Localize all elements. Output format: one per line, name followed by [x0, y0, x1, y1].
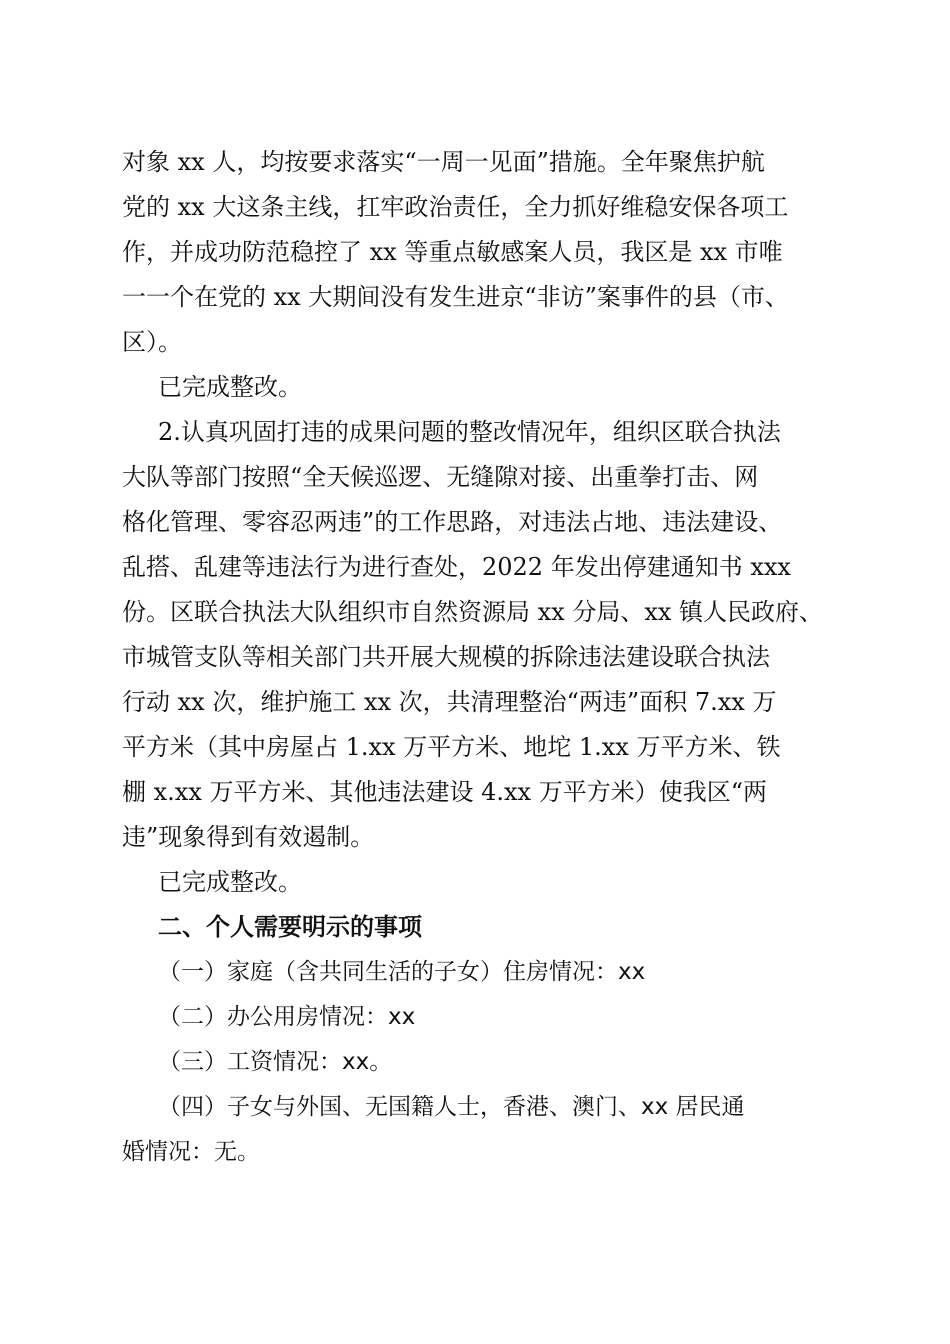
para1-line-5: 区）。	[122, 328, 182, 356]
item-1: （一）家庭（含共同生活的子女）住房情况：xx	[158, 959, 646, 985]
para2-line-1: 2.认真巩固打违的成果问题的整改情况年，组织区联合执法	[158, 418, 781, 446]
section-heading: 二、个人需要明示的事项	[158, 913, 422, 941]
item-3: （三）工资情况：xx。	[158, 1049, 393, 1075]
item-4-continuation: 婚情况：无。	[122, 1139, 260, 1165]
item-2: （二）办公用房情况：xx	[158, 1004, 416, 1030]
para2-line-6: 市城管支队等相关部门共开展大规模的拆除违法建设联合执法	[122, 643, 770, 671]
para1-line-2: 党的 xx 大这条主线，扛牢政治责任，全力抓好维稳安保各项工	[122, 193, 789, 221]
status-completed-2: 已完成整改。	[158, 868, 302, 896]
status-completed-1: 已完成整改。	[158, 373, 302, 401]
para2-line-5: 份。区联合执法大队组织市自然资源局 xx 分局、xx 镇人民政府、	[122, 598, 824, 626]
para2-line-10: 违”现象得到有效遏制。	[122, 823, 375, 851]
para2-line-7: 行动 xx 次，维护施工 xx 次，共清理整治“两违”面积 7.xx 万	[122, 688, 777, 716]
para1-line-3: 作，并成功防范稳控了 xx 等重点敏感案人员，我区是 xx 市唯	[122, 238, 783, 266]
para1-line-4: 一一个在党的 xx 大期间没有发生进京“非访”案事件的县（市、	[122, 283, 789, 311]
para2-line-8: 平方米（其中房屋占 1.xx 万平方米、地坨 1.xx 万平方米、铁	[122, 733, 781, 761]
para2-line-4: 乱搭、乱建等违法行为进行查处，2022 年发出停建通知书 xxx	[122, 553, 791, 581]
para2-line-9: 棚 x.xx 万平方米、其他违法建设 4.xx 万平方米）使我区“两	[122, 778, 767, 806]
para2-line-3: 格化管理、零容忍两违”的工作思路，对违法占地、违法建设、	[122, 508, 783, 536]
para1-line-1: 对象 xx 人，均按要求落实“一周一见面”措施。全年聚焦护航	[122, 148, 765, 176]
item-4: （四）子女与外国、无国籍人士，香港、澳门、xx 居民通	[158, 1094, 745, 1120]
para2-line-2: 大队等部门按照“全天候巡逻、无缝隙对接、出重拳打击、网	[122, 463, 759, 491]
